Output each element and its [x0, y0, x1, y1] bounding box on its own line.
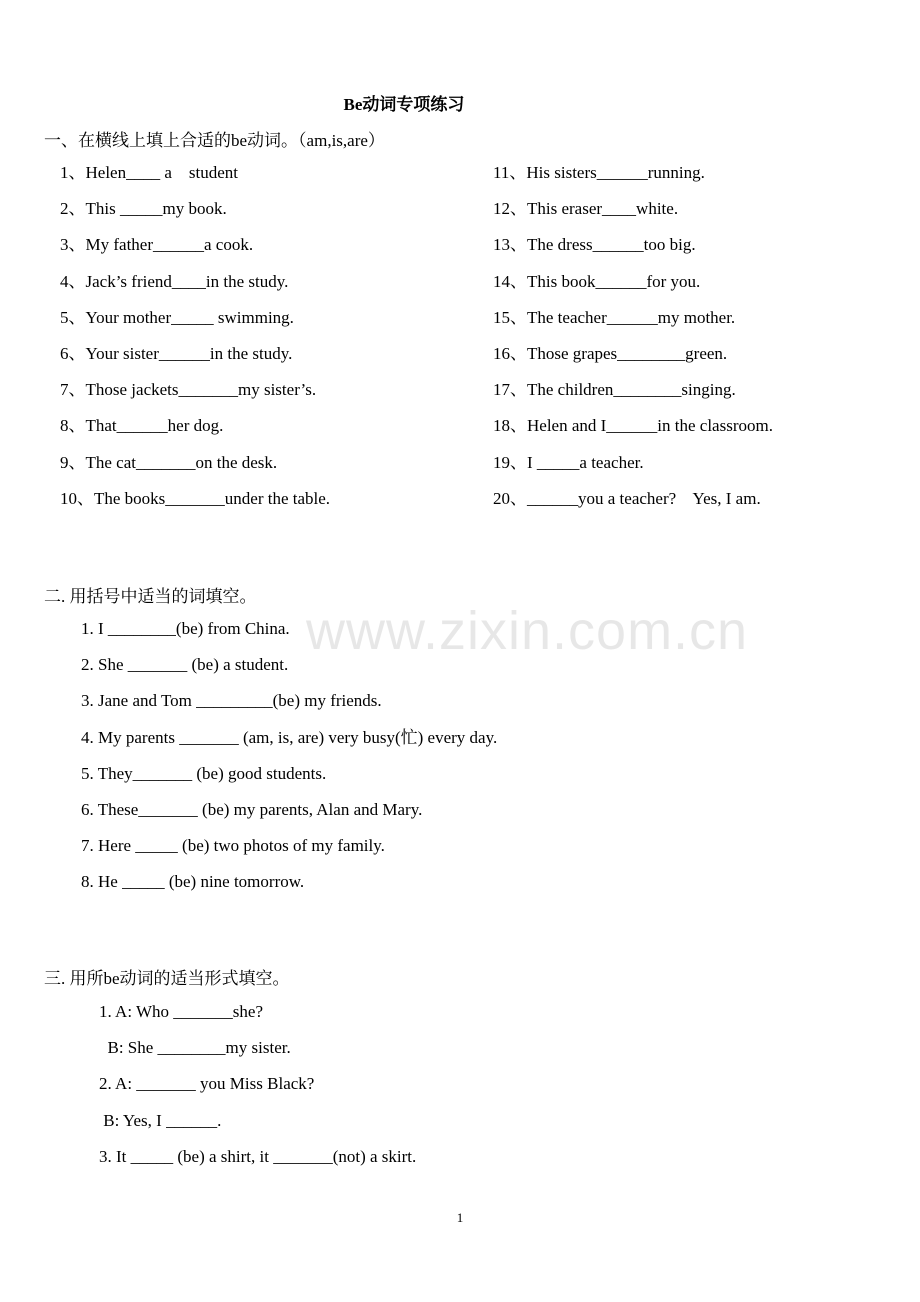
section2-item-8: 8. He _____ (be) nine tomorrow. — [81, 872, 305, 892]
question-12: 12、This eraser____white. — [493, 199, 679, 219]
question-6: 6、Your sister______in the study. — [60, 343, 293, 363]
page-number: 1 — [456, 1210, 464, 1225]
section3-item-3: 3. It _____ (be) a shirt, it _______(not) a skirt. — [99, 1146, 417, 1166]
question-5: 5、Your mother_____ swimming. — [60, 307, 294, 327]
question-9: 9、The cat_______on the desk. — [60, 452, 278, 472]
question-18: 18、Helen and I______in the classroom. — [493, 416, 773, 436]
section3-item-1a: 1. A: Who _______she? — [99, 1002, 264, 1021]
question-1: 1、Helen____ a student — [60, 163, 238, 182]
section1-left-column — [60, 162, 330, 524]
question-11: 11、His sisters______running. — [493, 163, 705, 182]
question-14: 14、This book______for you. — [493, 271, 701, 291]
section2-item-3: 3. Jane and Tom _________(be) my friends. — [81, 691, 382, 711]
question-19: 19、I _____a teacher. — [493, 452, 644, 472]
question-15: 15、The teacher______my mother. — [493, 307, 736, 327]
section3-heading: 三. 用所be动词的适当形式填空。 — [44, 969, 290, 988]
question-7: 7、Those jackets_______my sister’s. — [60, 380, 317, 400]
question-17: 17、The children________singing. — [493, 380, 736, 400]
section3-item-2a: 2. A: _______ you Miss Black? — [99, 1074, 315, 1094]
question-3: 3、My father______a cook. — [60, 235, 254, 255]
question-16: 16、Those grapes________green. — [493, 343, 728, 363]
section3-item-2b: B: Yes, I ______. — [99, 1110, 222, 1130]
section2-item-7: 7. Here _____ (be) two photos of my family. — [81, 836, 385, 856]
section2-item-6: 6. These_______ (be) my parents, Alan and Mary. — [81, 799, 423, 819]
question-2: 2、This _____my book. — [60, 199, 227, 219]
section2-item-4: 4. My parents _______ (am, is, are) very busy(忙) every day. — [81, 727, 498, 747]
question-20: 20、______you a teacher? Yes, I am. — [493, 488, 761, 508]
section1-right-column — [493, 162, 773, 524]
question-13: 13、The dress______too big. — [493, 235, 696, 255]
section2-item-5: 5. They_______ (be) good students. — [81, 763, 327, 783]
section3-item-1b: B: She ________my sister. — [99, 1038, 291, 1058]
question-4: 4、Jack’s friend____in the study. — [60, 271, 289, 291]
section3-questions — [99, 1001, 416, 1182]
page-title: Be动词专项练习 — [343, 95, 465, 114]
question-10: 10、The books_______under the table. — [60, 488, 331, 508]
section1-heading: 一、在横线上填上合适的be动词。（am,is,are） — [44, 131, 385, 150]
question-8: 8、That______her dog. — [60, 416, 224, 436]
watermark: www.zixin.com.cn — [306, 601, 749, 661]
section2-item-1: 1. I ________(be) from China. — [81, 619, 290, 638]
section2-item-2: 2. She _______ (be) a student. — [81, 655, 289, 675]
section2-heading: 二. 用括号中适当的词填空。 — [44, 587, 257, 606]
